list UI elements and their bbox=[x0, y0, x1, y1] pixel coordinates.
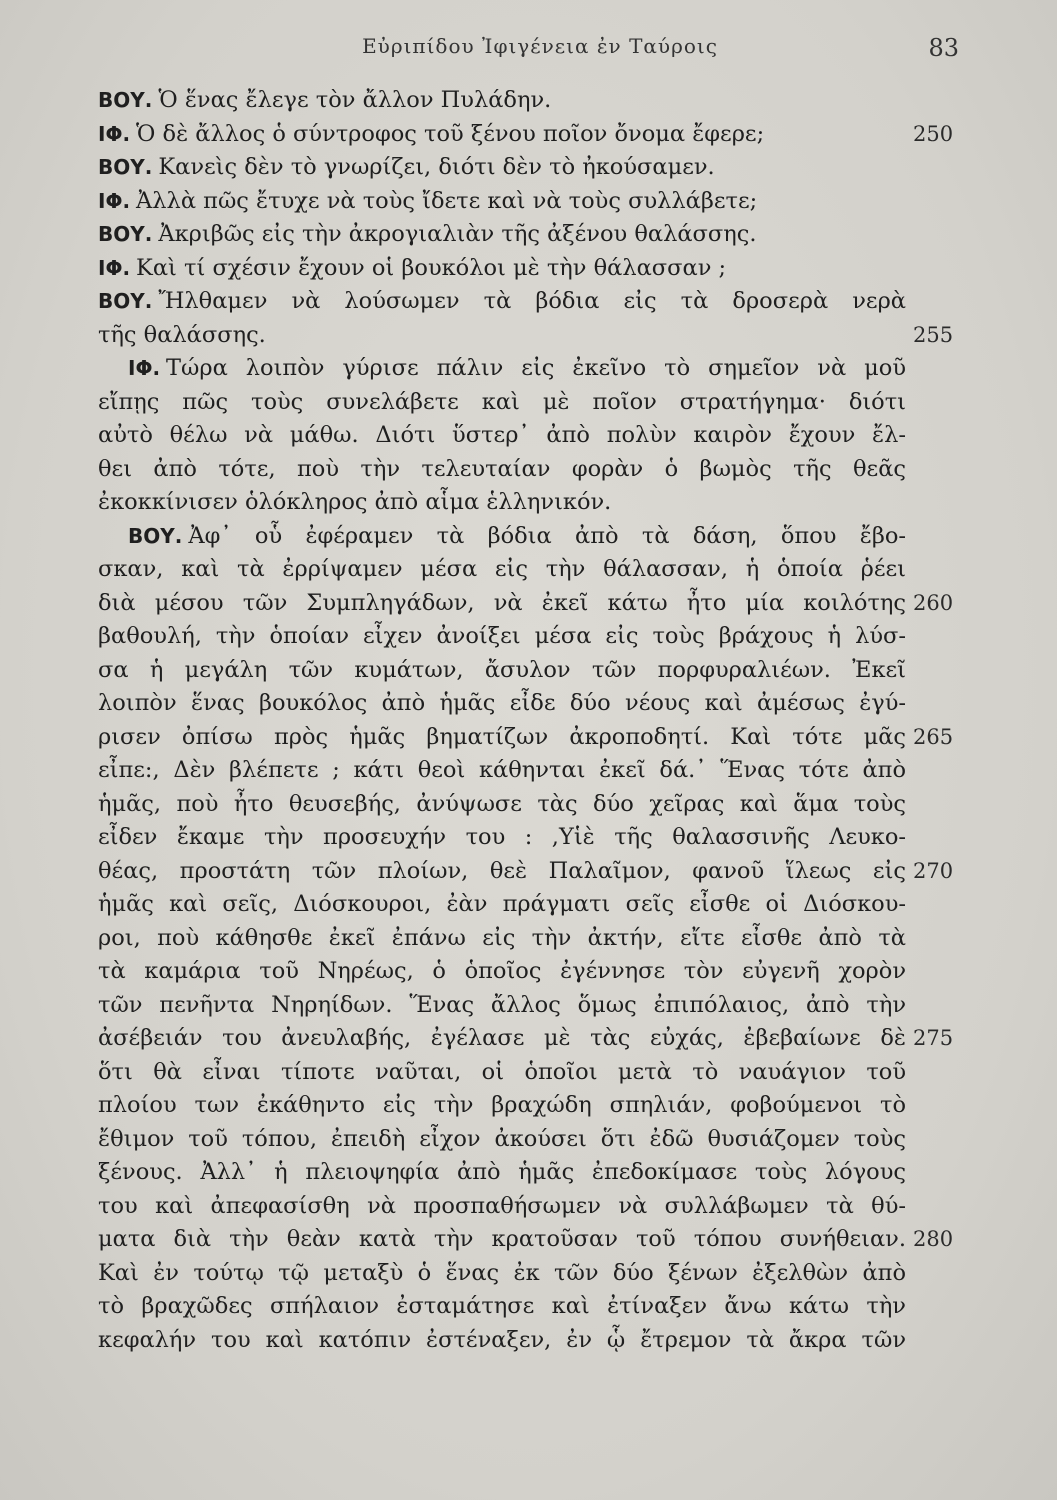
text-line bbox=[98, 151, 906, 185]
line-text: βαθουλή, τὴν ὁποίαν εἶχεν ἀνοίξει μέσα εἰς τοὺς βράχους ἡ λύσ- bbox=[98, 623, 906, 649]
play-text bbox=[98, 84, 954, 1357]
text-line bbox=[98, 1056, 906, 1090]
line-text: Ὁ ἕνας ἔλεγε τὸν ἄλλον Πυλάδην. bbox=[158, 87, 552, 113]
line-text: Ὁ δὲ ἄλλος ὁ σύντροφος τοῦ ξένου ποῖον ὄνομα ἔφερε; bbox=[136, 120, 765, 147]
line-text: θει ἀπὸ τότε, ποὺ τὴν τελευταίαν φορὰν ὁ βωμὸς τῆς θεᾶς bbox=[98, 455, 906, 482]
line-text: σα ἡ μεγάλη τῶν κυμάτων, ἄσυλον τῶν πορφυραλιέων. Ἐκεῖ bbox=[98, 656, 906, 683]
line-text: τῆς θαλάσσης. bbox=[98, 321, 266, 348]
text-line bbox=[98, 84, 906, 118]
speaker-label: ΒΟΥ. bbox=[98, 88, 153, 112]
speaker-label: ΙΦ. bbox=[98, 188, 131, 213]
text-line bbox=[98, 252, 906, 286]
verse-line-number: 275 bbox=[913, 1026, 954, 1050]
text-line bbox=[98, 285, 906, 319]
line-text: ματα διὰ τὴν θεὰν κατὰ τὴν κρατοῦσαν τοῦ τόπου συνήθειαν. bbox=[98, 1226, 906, 1252]
text-line bbox=[98, 620, 906, 654]
text-line bbox=[98, 721, 954, 755]
text-line bbox=[98, 1123, 906, 1157]
line-text: ρισεν ὀπίσω πρὸς ἡμᾶς βηματίζων ἀκροποδητί. Καὶ τότε μᾶς bbox=[98, 723, 906, 750]
speaker-label: ΒΟΥ. bbox=[98, 222, 153, 246]
text-line bbox=[98, 218, 906, 252]
text-line bbox=[98, 1089, 906, 1123]
text-line bbox=[98, 520, 906, 554]
text-line bbox=[98, 955, 906, 989]
text-line bbox=[98, 185, 906, 219]
line-text: πλοίου των ἐκάθηντο εἰς τὴν βραχώδη σπηλιάν, φοβούμενοι τὸ bbox=[98, 1092, 906, 1118]
verse-line-number: 260 bbox=[913, 590, 954, 615]
line-text: ἔθιμον τοῦ τόπου, ἐπειδὴ εἶχον ἀκούσει ὅτι ἐδῶ θυσιάζομεν τοὺς bbox=[98, 1125, 906, 1152]
line-text: ἡμᾶς καὶ σεῖς, Διόσκουροι, ἐὰν πράγματι σεῖς εἶσθε οἱ Διόσκου- bbox=[98, 891, 906, 917]
text-line bbox=[98, 1290, 906, 1324]
verse-line-number: 280 bbox=[913, 1227, 954, 1251]
text-line bbox=[98, 386, 906, 420]
line-text: ροι, ποὺ κάθησθε ἐκεῖ ἐπάνω εἰς τὴν ἀκτήν, εἴτε εἶσθε ἀπὸ τὰ bbox=[98, 924, 906, 951]
text-line bbox=[98, 486, 906, 520]
speaker-label: ΙΦ. bbox=[98, 255, 131, 280]
line-text: τὰ καμάρια τοῦ Νηρέως, ὁ ὁποῖος ἐγέννησε τὸν εὐγενῆ χορὸν bbox=[98, 958, 906, 984]
page-header bbox=[0, 34, 1057, 64]
speaker-label: ΙΦ. bbox=[98, 121, 131, 146]
line-text: ὅτι θὰ εἶναι τίποτε ναῦται, οἱ ὁποῖοι μετὰ τὸ ναυάγιον τοῦ bbox=[98, 1058, 906, 1085]
text-line bbox=[98, 989, 906, 1023]
line-text: Τώρα λοιπὸν γύρισε πάλιν εἰς ἐκεῖνο τὸ σημεῖον νὰ μοῦ bbox=[166, 355, 906, 381]
speaker-label: ΙΦ. bbox=[128, 356, 161, 380]
line-text: ἀσέβειάν του ἀνευλαβής, ἐγέλασε μὲ τὰς εὐχάς, ἐβεβαίωνε δὲ bbox=[98, 1025, 906, 1051]
text-line bbox=[98, 352, 906, 386]
text-line bbox=[98, 1156, 906, 1190]
speaker-label: ΒΟΥ. bbox=[98, 155, 153, 179]
line-text: ἐκοκκίνισεν ὁλόκληρος ἀπὸ αἷμα ἑλληνικόν. bbox=[98, 489, 612, 515]
line-text: Ἀκριβῶς εἰς τὴν ἀκρογιαλιὰν τῆς ἀξένου θαλάσσης. bbox=[158, 221, 757, 247]
text-line bbox=[98, 1324, 906, 1358]
verse-line-number: 250 bbox=[913, 121, 954, 146]
text-line bbox=[98, 419, 906, 453]
text-line bbox=[98, 754, 906, 788]
line-text: Ἤλθαμεν νὰ λούσωμεν τὰ βόδια εἰς τὰ δροσερὰ νερὰ bbox=[158, 288, 906, 314]
text-line bbox=[98, 654, 906, 688]
text-line bbox=[98, 118, 954, 152]
line-text: τὸ βραχῶδες σπήλαιον ἐσταμάτησε καὶ ἐτίναξεν ἄνω κάτω τὴν bbox=[98, 1293, 906, 1319]
text-line bbox=[98, 687, 906, 721]
verse-line-number: 270 bbox=[913, 858, 954, 883]
text-line bbox=[98, 587, 954, 621]
line-text: ἡμᾶς, ποὺ ἦτο θευσεβής, ἀνύψωσε τὰς δύο χεῖρας καὶ ἅμα τοὺς bbox=[98, 790, 906, 817]
text-line bbox=[98, 319, 954, 353]
text-line bbox=[98, 1022, 954, 1056]
speaker-label: ΒΟΥ. bbox=[98, 289, 153, 313]
line-text: ξένους. Ἀλλ᾽ ἡ πλειοψηφία ἀπὸ ἡμᾶς ἐπεδοκίμασε τοὺς λόγους bbox=[98, 1159, 906, 1185]
line-text: εἶδεν ἔκαμε τὴν προσευχήν του : ,Υἱὲ τῆς θαλασσινῆς Λευκο- bbox=[98, 824, 906, 850]
line-text: λοιπὸν ἕνας βουκόλος ἀπὸ ἡμᾶς εἶδε δύο νέους καὶ ἀμέσως ἐγύ- bbox=[98, 690, 906, 716]
text-line bbox=[98, 788, 906, 822]
text-line bbox=[98, 1190, 906, 1224]
line-text: Κανεὶς δὲν τὸ γνωρίζει, διότι δὲν τὸ ἠκούσαμεν. bbox=[158, 154, 715, 180]
line-text: Καὶ τί σχέσιν ἔχουν οἱ βουκόλοι μὲ τὴν θάλασσαν ; bbox=[136, 254, 727, 281]
text-line bbox=[98, 1223, 954, 1257]
text-line bbox=[98, 1257, 906, 1291]
line-text: θέας, προστάτη τῶν πλοίων, θεὲ Παλαῖμον, φανοῦ ἵλεως εἰς bbox=[98, 857, 906, 884]
text-line bbox=[98, 821, 906, 855]
line-text: Ἀλλὰ πῶς ἔτυχε νὰ τοὺς ἴδετε καὶ νὰ τοὺς συλλάβετε; bbox=[136, 187, 758, 214]
line-text: Ἀφ᾽ οὗ ἐφέραμεν τὰ βόδια ἀπὸ τὰ δάση, ὅπου ἔβο- bbox=[188, 522, 906, 549]
running-title: Εὐριπίδου Ἰφιγένεια ἐν Ταύροις bbox=[362, 34, 718, 58]
line-text: αὐτὸ θέλω νὰ μάθω. Διότι ὕστερ᾽ ἀπὸ πολὺν καιρὸν ἔχουν ἔλ- bbox=[98, 422, 906, 448]
line-text: διὰ μέσου τῶν Συμπληγάδων, νὰ ἐκεῖ κάτω ἦτο μία κοιλότης bbox=[98, 589, 906, 616]
text-line bbox=[98, 453, 906, 487]
verse-line-number: 255 bbox=[913, 322, 954, 347]
line-text: κεφαλήν του καὶ κατόπιν ἐστέναξεν, ἐν ᾧ ἔτρεμον τὰ ἄκρα τῶν bbox=[98, 1326, 906, 1353]
line-text: εἴπῃς πῶς τοὺς συνελάβετε καὶ μὲ ποῖον στρατήγημα· διότι bbox=[98, 388, 906, 415]
verse-line-number: 265 bbox=[913, 724, 954, 749]
text-line bbox=[98, 553, 906, 587]
line-text: τῶν πενῆντα Νηρηίδων. Ἕνας ἄλλος ὅμως ἐπιπόλαιος, ἀπὸ τὴν bbox=[98, 991, 906, 1018]
line-text: Καὶ ἐν τούτῳ τῷ μεταξὺ ὁ ἕνας ἐκ τῶν δύο ξένων ἐξελθὼν ἀπὸ bbox=[98, 1259, 906, 1286]
line-text: εἶπε:, Δὲν βλέπετε ; κάτι θεοὶ κάθηνται ἐκεῖ δά.᾽ Ἕνας τότε ἀπὸ bbox=[98, 757, 906, 783]
speaker-label: ΒΟΥ. bbox=[128, 523, 183, 548]
page-number: 83 bbox=[928, 34, 959, 62]
text-line bbox=[98, 888, 906, 922]
line-text: σκαν, καὶ τὰ ἐρρίψαμεν μέσα εἰς τὴν θάλασσαν, ἡ ὁποία ῥέει bbox=[98, 556, 906, 582]
line-text: του καὶ ἀπεφασίσθη νὰ προσπαθήσωμεν νὰ συλλάβωμεν τὰ θύ- bbox=[98, 1192, 906, 1219]
text-line bbox=[98, 922, 906, 956]
text-line bbox=[98, 855, 954, 889]
